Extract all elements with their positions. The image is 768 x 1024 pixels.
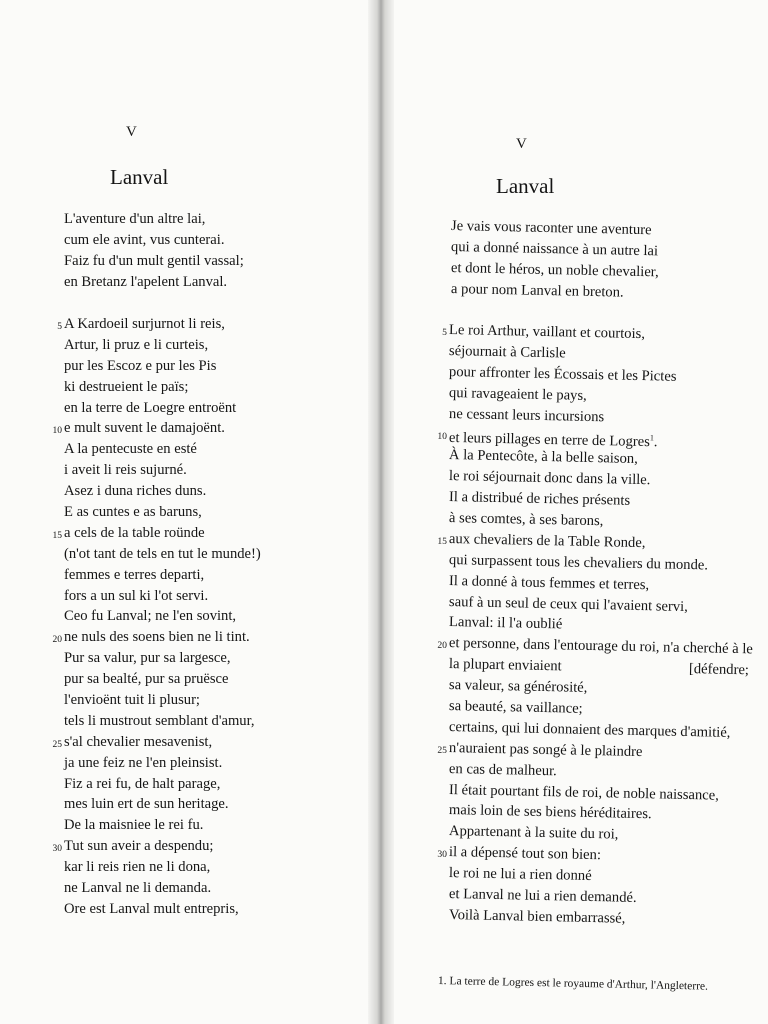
verse-text: fors a un sul ki l'ot servi.: [64, 587, 209, 604]
verse-text: A la pentecuste en esté: [64, 441, 197, 458]
verse-text: ne cessant leurs incursions: [448, 405, 605, 425]
verse-line: [64, 439, 261, 460]
page-title: Lanval: [496, 174, 555, 198]
verse-text: Il était pourtant fils de roi, de noble naissance,: [448, 781, 720, 804]
line-number: 20: [437, 641, 448, 652]
verse-text: en cas de malheur.: [448, 760, 557, 779]
verse-text: e mult suvent le damajoënt.: [64, 420, 225, 437]
verse-text: ne Lanval ne li demanda.: [64, 880, 212, 897]
line-number: 25: [437, 745, 448, 756]
verse-line: [64, 899, 261, 920]
verse-line: et dont le héros, un noble chevalier,: [450, 259, 659, 281]
verse-line: [64, 794, 261, 815]
verse-text: à ses comtes, à ses barons,: [448, 510, 604, 530]
verse-line: [64, 377, 261, 398]
verse-line: [64, 606, 261, 627]
verse-line: [64, 398, 261, 419]
verse-text: la plupart enviaient: [448, 656, 562, 675]
verse-text: pur les Escoz e pur les Pis: [64, 357, 217, 374]
line-number: 5: [57, 322, 62, 332]
verse-text: Lanval: il l'a oublié: [448, 614, 563, 633]
verse-text: pour affronter les Écossais et les Pictes: [448, 363, 677, 385]
verse-text: et personne, dans l'entourage du roi, n'a cherché à le: [448, 635, 754, 658]
verse-line: [64, 586, 261, 607]
section-number: V: [516, 136, 527, 152]
verse-text: en la terre de Loegre entroënt: [64, 399, 237, 416]
verse-text: sa valeur, sa générosité,: [448, 677, 588, 697]
verse-text: le roi ne lui a rien donné: [448, 865, 592, 885]
verse-line: [64, 711, 261, 732]
verse-line: [64, 481, 261, 502]
stanza-intro: [451, 216, 751, 300]
verse-text: mais loin de ses biens héréditaires.: [448, 802, 652, 823]
verse-text: pur sa bealté, pur sa pruësce: [64, 671, 229, 688]
verse-text: kar li reis rien ne li dona,: [64, 859, 211, 876]
verse-line: L'aventure d'un altre lai,: [64, 211, 206, 227]
verse-punctuation: .: [653, 434, 658, 451]
line-number: 30: [437, 850, 448, 861]
verse-text: le roi séjournait donc dans la ville.: [448, 468, 651, 489]
verse-text: À la Pentecôte, à la belle saison,: [448, 447, 638, 468]
verse-overflow-text: [défendre;: [688, 661, 750, 679]
verse-text: ja une feiz ne l'en pleinsist.: [64, 754, 223, 771]
verse-text: Artur, li pruz e li curteis,: [64, 336, 209, 353]
line-number: 10: [52, 426, 62, 437]
footnote-marker: 1.: [437, 975, 447, 988]
verse-text: l'envioënt tuit li plusur;: [64, 692, 200, 709]
verse-text: a cels de la table roünde: [64, 524, 205, 541]
verse-text: (n'ot tant de tels en tut le munde!): [64, 545, 261, 562]
verse-line: a pour nom Lanval en breton.: [450, 280, 624, 301]
line-number: 30: [52, 844, 62, 855]
verse-text: Asez i duna riches duns.: [64, 483, 207, 500]
verse-text: mes luin ert de sun heritage.: [64, 796, 229, 813]
verse-line: [64, 648, 261, 669]
verse-line: [64, 544, 261, 565]
verse-line: [64, 502, 261, 523]
section-number: V: [126, 124, 137, 140]
verse-text: tels li mustrout semblant d'amur,: [64, 712, 255, 729]
verse-text: A Kardoeil surjurnot li reis,: [64, 316, 225, 332]
verse-text: E as cuntes e as baruns,: [64, 504, 202, 521]
verse-text: n'auraient pas songé à le plaindre: [448, 739, 643, 760]
verse-text: aux chevaliers de la Table Ronde,: [448, 530, 646, 552]
verse-line: [64, 878, 261, 899]
verse-text: s'al chevalier mesavenist,: [64, 733, 213, 750]
verse-text: Ceo fu Lanval; ne l'en sovint,: [64, 608, 237, 625]
verse-line: [64, 774, 261, 795]
line-number: 25: [52, 739, 62, 750]
verse-line: [52, 523, 261, 544]
footnote-text: La terre de Logres est le royaume d'Arthur, l'Angleterre.: [449, 975, 709, 993]
line-number: 15: [437, 536, 448, 547]
verse-text: Voilà Lanval bien embarrassé,: [448, 906, 626, 927]
verse-text: femmes e terres departi,: [64, 566, 205, 583]
verse-text: qui surpassent tous les chevaliers du monde.: [448, 551, 709, 574]
verse-line: cum ele avint, vus cunterai.: [64, 231, 225, 248]
verse-line: [52, 732, 261, 753]
verse-line: en Bretanz l'apelent Lanval.: [64, 273, 228, 290]
verse-line: qui a donné naissance à un autre lai: [450, 238, 659, 260]
verse-text: Le roi Arthur, vaillant et courtois,: [448, 322, 646, 343]
stanza-intro: [64, 209, 244, 293]
line-number: 5: [442, 327, 448, 338]
verse-line: Je vais vous raconter une aventure: [450, 218, 652, 239]
verse-line: [64, 669, 261, 690]
verse-line: [64, 356, 261, 377]
verse-text: Tut sun aveir a despendu;: [64, 838, 214, 855]
verse-text: ki destrueient le païs;: [64, 378, 189, 395]
right-page: [390, 0, 768, 1024]
verse-text: Fiz a rei fu, de halt parage,: [64, 775, 221, 792]
verse-text: De la maisniee le rei fu.: [64, 817, 204, 834]
stanza-main: [437, 320, 754, 927]
verse-text: i aveit li reis sujurné.: [64, 462, 187, 479]
footnote: [438, 975, 708, 993]
verse-text: il a dépensé tout son bien:: [448, 844, 602, 864]
verse-line: [64, 815, 261, 836]
verse-text: Ore est Lanval mult entrepris,: [64, 900, 239, 917]
verse-text: sauf à un seul de ceux qui l'avaient servi,: [448, 593, 689, 615]
verse-line: [52, 836, 261, 857]
verse-line: [52, 418, 261, 439]
stanza-main: [52, 314, 261, 920]
page-title: Lanval: [110, 165, 169, 189]
verse-line: Faiz fu d'un mult gentil vassal;: [64, 252, 244, 269]
line-number: 15: [52, 530, 62, 541]
verse-text: ne nuls des soens bien ne li tint.: [64, 629, 250, 646]
verse-text: qui ravageaient le pays,: [448, 384, 587, 404]
line-number: 10: [437, 432, 448, 443]
left-page: [0, 0, 372, 1024]
footnote-reference: 1: [649, 433, 655, 443]
line-number: 20: [52, 635, 62, 646]
verse-text: certains, qui lui donnaient des marques d'amitié,: [448, 718, 731, 741]
verse-line: [64, 753, 261, 774]
verse-text: sa beauté, sa vaillance;: [448, 698, 583, 717]
verse-text: séjournait à Carlisle: [448, 342, 566, 362]
verse-text: et Lanval ne lui a rien demandé.: [448, 886, 637, 906]
verse-text: Il a donné à tous femmes et terres,: [448, 572, 650, 593]
verse-text: Il a distribué de riches présents: [448, 489, 631, 509]
verse-text: et leurs pillages en terre de Logres: [448, 430, 651, 451]
verse-text: Pur sa valur, pur sa largesce,: [64, 650, 231, 667]
verse-line: [64, 460, 261, 481]
verse-line: [64, 335, 261, 356]
verse-line: [64, 690, 261, 711]
verse-line: [57, 314, 261, 335]
verse-line: [64, 857, 261, 878]
verse-text: Appartenant à la suite du roi,: [448, 823, 619, 843]
verse-line: [52, 627, 261, 648]
verse-line: [64, 565, 261, 586]
